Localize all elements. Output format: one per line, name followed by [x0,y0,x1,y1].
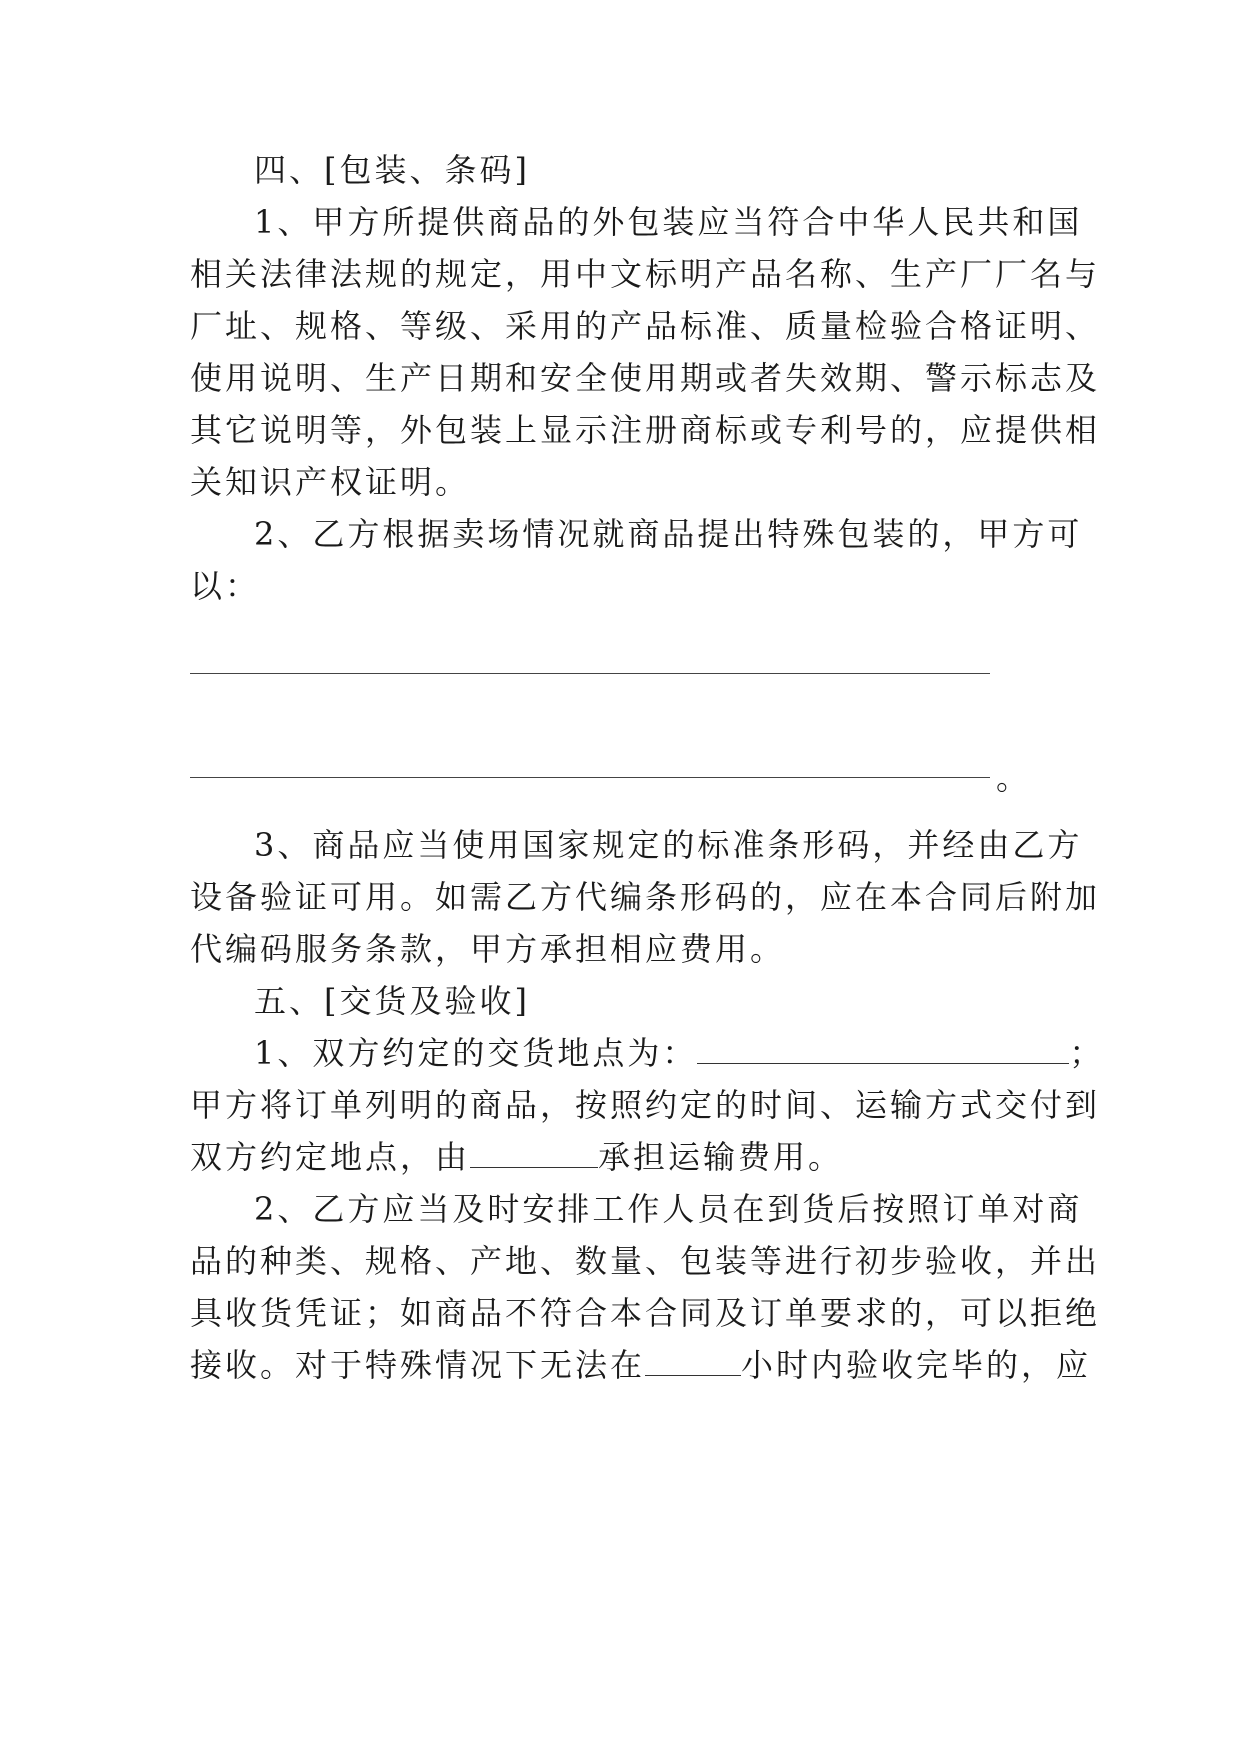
paragraph-line: 以： [190,567,261,605]
paragraph-line: 设备验证可用。如需乙方代编条形码的，应在本合同后附加 [190,878,1101,916]
freight-payer-blank[interactable] [470,1139,598,1168]
paragraph-line [190,1345,1091,1385]
paragraph-text: 双方约定地点，由 [190,1138,471,1176]
paragraph-line: 代编码服务条款，甲方承担相应费用。 [190,930,786,968]
paragraph-line: 具收货凭证；如商品不符合本合同及订单要求的，可以拒绝 [190,1294,1101,1332]
paragraph-line [190,1137,843,1177]
paragraph-line [254,1033,1104,1073]
paragraph-text: 承担运输费用。 [598,1138,844,1176]
paragraph-text: 1、双方约定的交货地点为： [254,1034,698,1072]
paragraph-line: 品的种类、规格、产地、数量、包装等进行初步验收，并出 [190,1242,1101,1280]
paragraph-line: 甲方将订单列明的商品，按照约定的时间、运输方式交付到 [190,1086,1101,1124]
section-heading: 五、[交货及验收] [254,982,530,1020]
sentence-end-mark: 。 [996,759,1032,797]
paragraph-line: 关知识产权证明。 [190,463,471,501]
paragraph-text: ； [1069,1034,1105,1072]
paragraph-line: 3、商品应当使用国家规定的标准条形码，并经由乙方 [254,826,1083,864]
fill-in-blank-line[interactable] [190,673,990,674]
inspection-hours-blank[interactable] [645,1347,741,1376]
paragraph-text: 小时内验收完毕的，应 [741,1346,1092,1384]
paragraph-text: 接收。对于特殊情况下无法在 [190,1346,646,1384]
paragraph-line: 1、甲方所提供商品的外包装应当符合中华人民共和国 [254,203,1083,241]
paragraph-line: 其它说明等，外包装上显示注册商标或专利号的，应提供相 [190,411,1101,449]
paragraph-line: 使用说明、生产日期和安全使用期或者失效期、警示标志及 [190,359,1101,397]
paragraph-line: 厂址、规格、等级、采用的产品标准、质量检验合格证明、 [190,307,1101,345]
fill-in-blank-line[interactable] [190,777,990,778]
paragraph-line: 相关法律法规的规定，用中文标明产品名称、生产厂厂名与 [190,255,1101,293]
paragraph-line: 2、乙方根据卖场情况就商品提出特殊包装的，甲方可 [254,515,1083,553]
section-heading: 四、[包装、条码] [254,151,530,189]
paragraph-line: 2、乙方应当及时安排工作人员在到货后按照订单对商 [254,1190,1083,1228]
delivery-location-blank[interactable] [697,1035,1069,1064]
